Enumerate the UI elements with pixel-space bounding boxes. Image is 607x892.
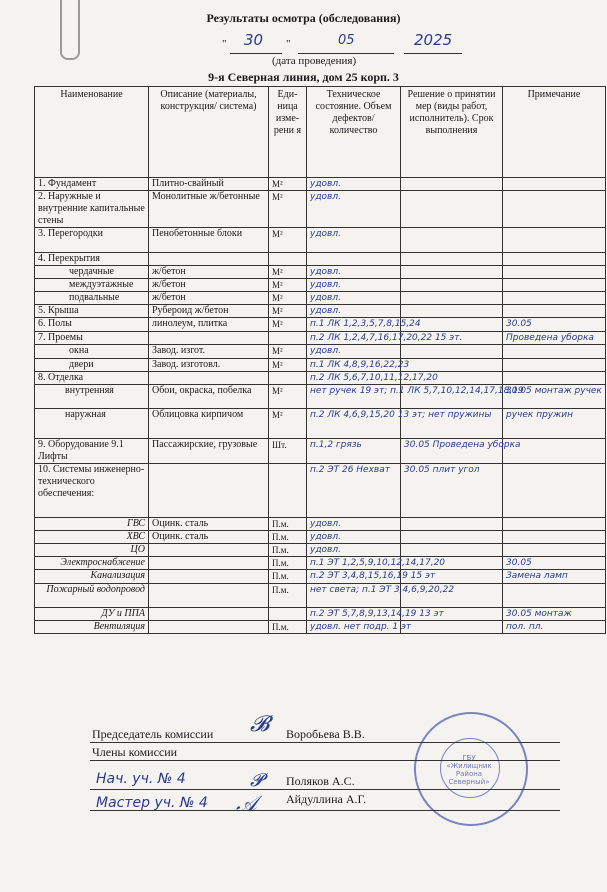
document-title: Результаты осмотра (обследования): [206, 11, 401, 25]
cell-unit: М²: [269, 318, 307, 332]
cell-note: [503, 305, 606, 318]
cell-name: 4. Перекрытия: [35, 253, 149, 266]
cell-desc: [149, 608, 269, 621]
table-row: [35, 544, 606, 557]
cell-name: внутренняя: [35, 385, 149, 409]
cell-desc: ж/бетон: [149, 292, 269, 305]
cell-unit: М²: [269, 305, 307, 318]
table-row: [35, 305, 606, 318]
cell-name: ГВС: [35, 518, 149, 531]
table-row: [35, 345, 606, 359]
cell-name: 10. Системы инженерно-технического обеспечения:: [35, 464, 149, 518]
date-year-line: [404, 53, 462, 54]
cell-state: удовл. нет подр. 1 эт: [307, 621, 401, 634]
cell-desc: Оцинк. сталь: [149, 518, 269, 531]
cell-unit: [269, 608, 307, 621]
cell-decision: 30.05 плит угол: [401, 464, 503, 518]
cell-name: наружная: [35, 409, 149, 439]
cell-state: удовл.: [307, 531, 401, 544]
member1-role: Нач. уч. № 4: [96, 771, 186, 787]
cell-state: удовл.: [307, 518, 401, 531]
cell-desc: Завод. изгот.: [149, 345, 269, 359]
cell-unit: [269, 253, 307, 266]
table-row: [35, 608, 606, 621]
cell-note: 30.05 монтаж: [503, 608, 606, 621]
cell-name: 3. Перегородки: [35, 228, 149, 253]
members-label: Члены комиссии: [92, 745, 178, 759]
cell-name: Вентиляция: [35, 621, 149, 634]
chairman-label: Председатель комиссии: [92, 727, 214, 741]
cell-note: Замена ламп: [503, 570, 606, 584]
cell-note: 30.05: [503, 557, 606, 570]
header-cell: Описание (материалы, конструкция/ система): [149, 87, 269, 178]
cell-state: п.2 ЭТ 26 Нехват: [307, 464, 401, 518]
cell-desc: [149, 332, 269, 345]
member2-signature: 𝒜: [236, 792, 257, 817]
cell-desc: [149, 621, 269, 634]
cell-name: 7. Проемы: [35, 332, 149, 345]
cell-state: [307, 253, 401, 266]
cell-desc: Пассажирские, грузовые: [149, 439, 269, 464]
cell-state: п.2 ЛК 1,2,4,7,16,17,20,22 15 эт.: [307, 332, 401, 345]
cell-name: Пожарный водопровод: [35, 584, 149, 608]
cell-note: [503, 228, 606, 253]
cell-state: удовл.: [307, 279, 401, 292]
table-row: [35, 584, 606, 608]
cell-unit: П.м.: [269, 570, 307, 584]
cell-note: [503, 178, 606, 191]
cell-state: удовл.: [307, 266, 401, 279]
cell-decision: [401, 345, 503, 359]
cell-desc: Плитно-свайный: [149, 178, 269, 191]
cell-name: окна: [35, 345, 149, 359]
cell-decision: [401, 191, 503, 228]
inspection-table: [34, 86, 606, 634]
cell-note: пол. пл.: [503, 621, 606, 634]
cell-decision: [401, 621, 503, 634]
cell-note: [503, 518, 606, 531]
cell-unit: [269, 332, 307, 345]
cell-unit: М²: [269, 409, 307, 439]
table-row: [35, 191, 606, 228]
cell-unit: М²: [269, 385, 307, 409]
table-row: [35, 332, 606, 345]
stamp-text: ГБУ «Жилищник Района Северный»: [446, 754, 492, 786]
cell-note: [503, 279, 606, 292]
organization-stamp: [414, 712, 528, 826]
cell-name: ЦО: [35, 544, 149, 557]
cell-decision: [401, 544, 503, 557]
cell-decision: [401, 292, 503, 305]
date-month: 05: [338, 33, 355, 48]
cell-unit: П.м.: [269, 584, 307, 608]
cell-desc: линолеум, плитка: [149, 318, 269, 332]
cell-note: [503, 253, 606, 266]
cell-unit: М²: [269, 292, 307, 305]
cell-decision: [401, 531, 503, 544]
cell-decision: [401, 178, 503, 191]
table-row: [35, 570, 606, 584]
cell-note: [503, 372, 606, 385]
cell-note: [503, 359, 606, 372]
cell-state: удовл.: [307, 544, 401, 557]
cell-desc: Пенобетонные блоки: [149, 228, 269, 253]
date-quote-close: ": [286, 38, 291, 50]
cell-desc: Облицовка кирпичом: [149, 409, 269, 439]
member1-signature: 𝓟: [250, 770, 263, 791]
cell-state: п.1 ЭТ 1,2,5,9,10,12,14,17,20: [307, 557, 401, 570]
cell-decision: [401, 518, 503, 531]
cell-unit: М²: [269, 228, 307, 253]
cell-note: [503, 544, 606, 557]
header-cell: Наименование: [35, 87, 149, 178]
chairman-line: [90, 742, 560, 743]
cell-desc: Монолитные ж/бетонные: [149, 191, 269, 228]
table-row: [35, 464, 606, 518]
cell-unit: М²: [269, 191, 307, 228]
cell-state: п.1 ЛК 1,2,3,5,7,8,15,24: [307, 318, 401, 332]
cell-name: 6. Полы: [35, 318, 149, 332]
cell-note: [503, 584, 606, 608]
cell-unit: М²: [269, 345, 307, 359]
cell-state: п.2 ЛК 5,6,7,10,11,12,17,20: [307, 372, 401, 385]
cell-state: п.1,2 грязь: [307, 439, 401, 464]
cell-note: [503, 464, 606, 518]
header-cell: Примечание: [503, 87, 606, 178]
cell-desc: [149, 570, 269, 584]
cell-desc: ж/бетон: [149, 266, 269, 279]
member1-name: Поляков А.С.: [286, 774, 355, 788]
cell-name: подвальные: [35, 292, 149, 305]
table-row: [35, 359, 606, 372]
cell-unit: М²: [269, 279, 307, 292]
cell-state: удовл.: [307, 178, 401, 191]
cell-decision: [401, 253, 503, 266]
cell-name: ДУ и ППА: [35, 608, 149, 621]
member2-line: [90, 810, 560, 811]
cell-name: Канализация: [35, 570, 149, 584]
cell-note: ручек пружин: [503, 409, 606, 439]
table-row: [35, 292, 606, 305]
cell-state: удовл.: [307, 228, 401, 253]
date-day: 30: [244, 31, 264, 49]
cell-name: 5. Крыша: [35, 305, 149, 318]
header-cell: Еди-ница изме-рени я: [269, 87, 307, 178]
table-row: [35, 439, 606, 464]
cell-state: удовл.: [307, 305, 401, 318]
cell-unit: М²: [269, 266, 307, 279]
cell-desc: Оцинк. сталь: [149, 531, 269, 544]
cell-decision: [401, 359, 503, 372]
header-cell: Техническое состояние. Объем дефектов/ количество: [307, 87, 401, 178]
table-row: [35, 372, 606, 385]
cell-state: п.2 ЭТ 3,4,8,15,16,19 15 эт: [307, 570, 401, 584]
header-cell: Решение о принятии мер (виды работ, исполнитель). Срок выполнения: [401, 87, 503, 178]
cell-unit: М²: [269, 359, 307, 372]
cell-name: 2. Наружные и внутренние капитальные стены: [35, 191, 149, 228]
cell-name: ХВС: [35, 531, 149, 544]
cell-name: 8. Отделка: [35, 372, 149, 385]
cell-decision: [401, 266, 503, 279]
table-row: [35, 253, 606, 266]
cell-state: удовл.: [307, 292, 401, 305]
cell-desc: Завод. изготовл.: [149, 359, 269, 372]
cell-state: удовл.: [307, 191, 401, 228]
date-month-line: [298, 53, 394, 54]
cell-state: нет света; п.1 ЭТ 3,4,6,9,20,22: [307, 584, 401, 608]
cell-desc: ж/бетон: [149, 279, 269, 292]
member2-role: Мастер уч. № 4: [96, 795, 208, 811]
cell-note: 30.05 монтаж ручек: [503, 385, 606, 409]
table-row: [35, 178, 606, 191]
building-address: 9-я Северная линия, дом 25 корп. 3: [208, 70, 399, 84]
date-year: 2025: [414, 31, 453, 49]
cell-state: п.2 ЛК 4,6,9,15,20 13 эт; нет пружины: [307, 409, 401, 439]
cell-unit: П.м.: [269, 544, 307, 557]
cell-desc: Обои, окраска, побелка: [149, 385, 269, 409]
cell-desc: [149, 253, 269, 266]
members-line: [90, 760, 560, 761]
cell-note: [503, 292, 606, 305]
cell-desc: [149, 544, 269, 557]
cell-unit: [269, 464, 307, 518]
cell-state: удовл.: [307, 345, 401, 359]
cell-unit: Шт.: [269, 439, 307, 464]
cell-name: чердачные: [35, 266, 149, 279]
cell-desc: Рубероид ж/бетон: [149, 305, 269, 318]
cell-state: п.2 ЭТ 5,7,8,9,13,14,19 13 эт: [307, 608, 401, 621]
table-row: [35, 409, 606, 439]
table-row: [35, 266, 606, 279]
table-row: [35, 279, 606, 292]
table-row: [35, 318, 606, 332]
cell-unit: П.м.: [269, 557, 307, 570]
cell-desc: [149, 464, 269, 518]
cell-desc: [149, 372, 269, 385]
date-caption: (дата проведения): [272, 55, 357, 67]
date-quote-open: ": [222, 38, 227, 50]
cell-note: [503, 531, 606, 544]
cell-unit: [269, 372, 307, 385]
cell-desc: [149, 557, 269, 570]
chairman-name: Воробьева В.В.: [286, 727, 365, 741]
chairman-signature: 𝓑: [250, 712, 270, 737]
table-row: [35, 518, 606, 531]
cell-unit: П.м.: [269, 518, 307, 531]
paper-clip-icon: [60, 0, 80, 60]
cell-desc: [149, 584, 269, 608]
cell-name: двери: [35, 359, 149, 372]
table-row: [35, 385, 606, 409]
member2-name: Айдуллина А.Г.: [286, 792, 367, 806]
cell-decision: [401, 228, 503, 253]
cell-state: п.1 ЛК 4,8,9,16,22,23: [307, 359, 401, 372]
cell-name: 9. Оборудование 9.1 Лифты: [35, 439, 149, 464]
table-row: [35, 531, 606, 544]
cell-name: 1. Фундамент: [35, 178, 149, 191]
cell-name: Электроснабжение: [35, 557, 149, 570]
table-row: [35, 228, 606, 253]
cell-note: Проведена уборка: [503, 332, 606, 345]
cell-name: междуэтажные: [35, 279, 149, 292]
date-day-line: [230, 53, 282, 54]
cell-state: нет ручек 19 эт; п.1 ЛК 5,7,10,12,14,17,18,19: [307, 385, 401, 409]
cell-decision: [401, 279, 503, 292]
member1-line: [90, 789, 560, 790]
cell-unit: П.м.: [269, 531, 307, 544]
cell-note: 30.05: [503, 318, 606, 332]
cell-decision: 30.05 Проведена уборка: [401, 439, 503, 464]
cell-note: [503, 266, 606, 279]
table-row: [35, 621, 606, 634]
cell-note: [503, 191, 606, 228]
cell-unit: М²: [269, 178, 307, 191]
table-row: [35, 557, 606, 570]
table-header-row: [35, 87, 606, 178]
cell-decision: [401, 305, 503, 318]
cell-unit: П.м.: [269, 621, 307, 634]
cell-note: [503, 345, 606, 359]
